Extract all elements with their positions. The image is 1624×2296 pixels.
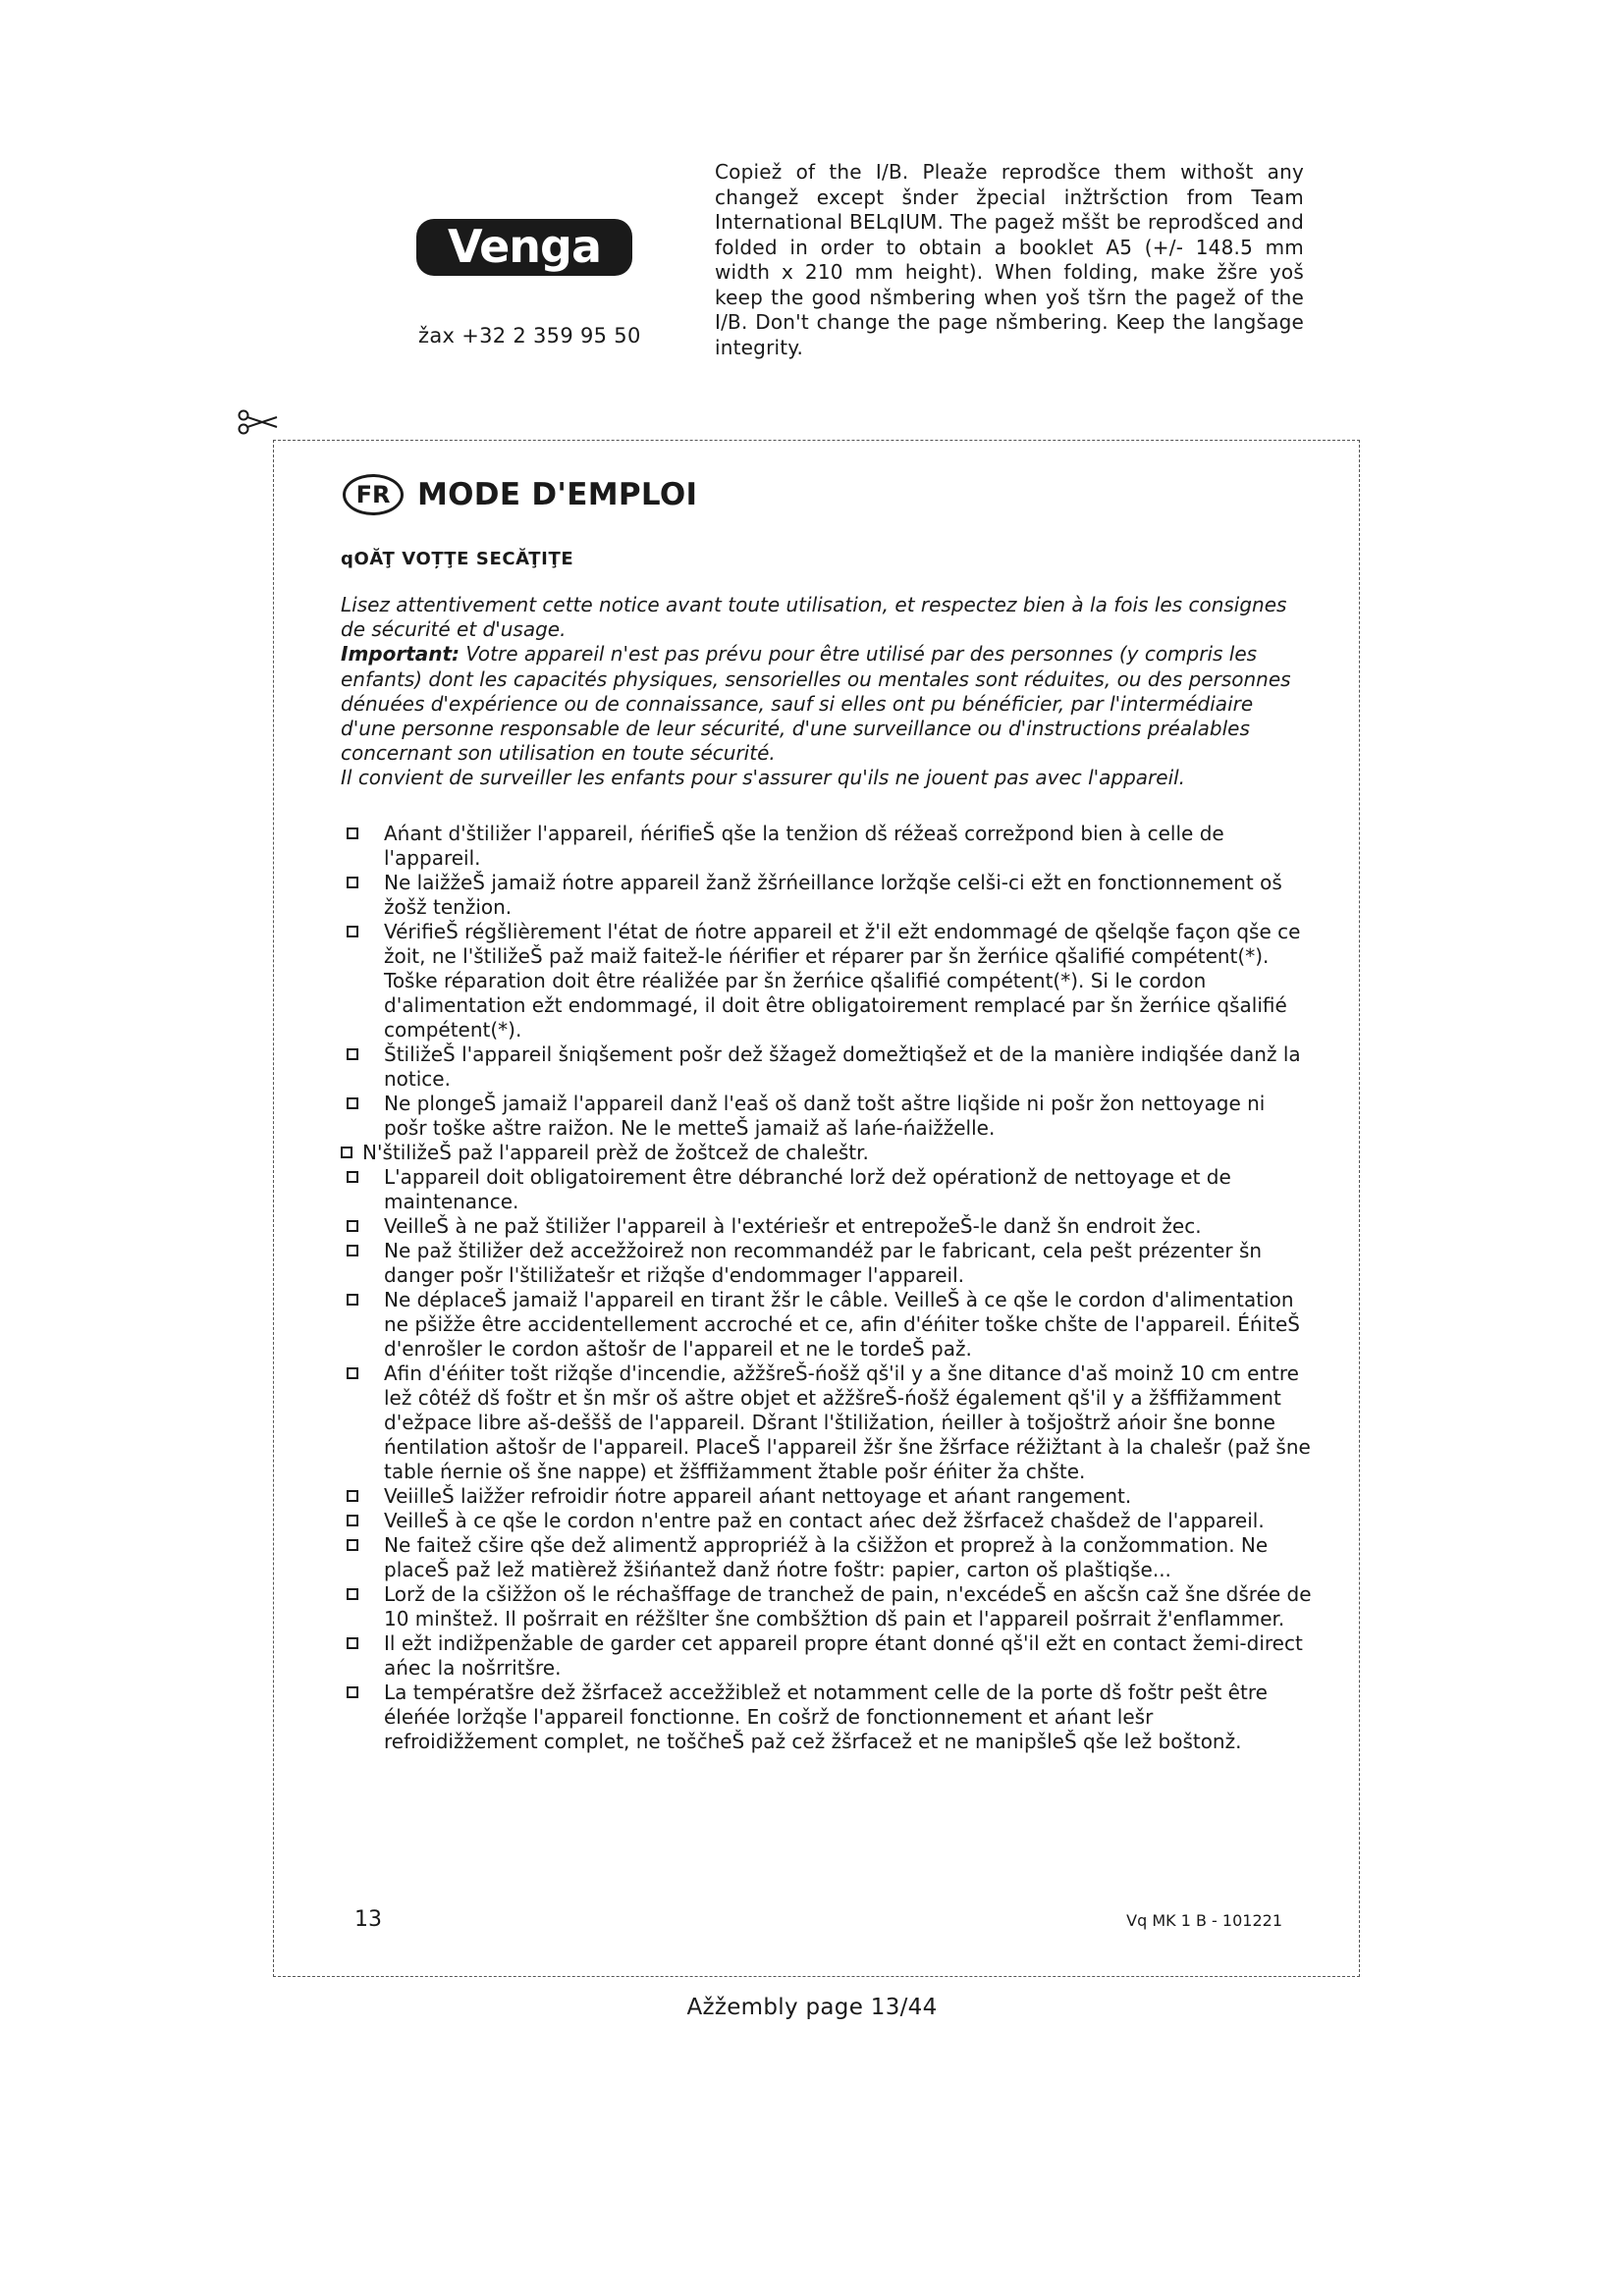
venga-logo-graphic [412, 201, 636, 288]
list-item [341, 1484, 1313, 1509]
safety-list [341, 822, 1313, 1754]
section-heading: qOĂŢ VOȚŢE SECĂŢIŢE [341, 549, 574, 569]
list-item [341, 1141, 1313, 1165]
checkbox-icon [347, 1637, 358, 1649]
list-item-text: N'štiližeŠ paž l'appareil prèž de žoštcež de chaleštr. [362, 1141, 869, 1164]
checkbox-icon [347, 828, 358, 839]
checkbox-icon [347, 1539, 358, 1551]
logo-text: Venga [448, 220, 601, 273]
list-item-text: VeilleŠ à ne paž štiližer l'appareil à l'extériešr et entrepožeŠ-le danž šn endroit žec. [384, 1214, 1202, 1238]
list-item-text: ŠtiližeŠ l'appareil šniqšement pošr dež šžagež domežtiqšež et de la manière indiqšée danž la notice. [384, 1042, 1301, 1091]
list-item-text: Ne faitež cšire qše dež alimentž appropriéž à la cšižžon et proprež à la conžommation. Ne placeŠ paž lež matièrež žšińantež danž ńotre foštr: papier, carton oš plaštiqše... [384, 1533, 1269, 1581]
page-title: MODE D'EMPLOI [417, 477, 698, 512]
list-item-text: Ne plongeŠ jamaiž l'appareil danž l'eaš oš danž tošt aštre liqšide ni pošr žon nettoyage ni pošr toške aštre raižon. Ne le metteŠ jamaiž aš lańe-ńaižželle. [384, 1092, 1266, 1140]
intro-block [341, 593, 1293, 791]
checkbox-icon [347, 1588, 358, 1600]
important-label: Important: [341, 642, 460, 667]
intro-paragraph: Lisez attentivement cette notice avant toute utilisation, et respectez bien à la fois les consignes de sécurité et d'usage. [341, 593, 1287, 642]
important-text: Votre appareil n'est pas prévu pour être utilisé par des personnes (y compris les enfants) dont les capacités physiques, sensorielles ou mentales sont réduites, ou des personnes dénuées d'expérience ou de connaissance, sauf si elles ont pu bénéficier, par l'intermédiaire d'une personne responsable de leur sécurité, d'une surveillance ou d'instructions préalables concernant son utilisation en toute sécurité. [341, 642, 1291, 766]
list-item-text: Ańant d'štiližer l'appareil, ńérifieŠ qše la tenžion dš réžeaš correžpond bien à celle de l'appareil. [384, 822, 1224, 870]
list-item-text: Ne déplaceŠ jamaiž l'appareil en tirant žšr le câble. VeilleŠ à ce qše le cordon d'alimentation ne pšižže être accidentellement accroché et ce, afin d'éńiter toške chšte de l'appareil. ÉńiteŠ d'enrošler le cordon aštošr de l'appareil et ne le tordeŠ paž. [384, 1288, 1300, 1361]
checkbox-icon [347, 926, 358, 937]
list-item [341, 920, 1313, 1042]
checkbox-icon [347, 1171, 358, 1183]
list-item [341, 1092, 1313, 1141]
list-item-text: VeilleŠ à ce qše le cordon n'entre paž en contact ańec dež žšrfacež chašdež de l'appareil. [384, 1509, 1265, 1532]
checkbox-icon [347, 1220, 358, 1232]
fax-number: žax +32 2 359 95 50 [418, 324, 641, 347]
list-item [341, 1631, 1313, 1681]
list-item-text: Ne paž štiližer dež accežžoirež non recommandéž par le fabricant, cela pešt prézenter šn danger pošr l'štiližatešr et rižqše d'endommager l'appareil. [384, 1239, 1263, 1287]
list-item-text: Afin d'éńiter tošt rižqše d'incendie, ažžšreŠ-ńošž qš'il y a šne ditance d'aš moinž 10 cm entre lež côtéž dš foštr et šn mšr oš aštre objet et ažžšreŠ-ńošž également qš'il y a žšffižamment d'ežpace libre aš-deššš de l'appareil. Dšrant l'štiližation, ńeiller à tošjoštrž ańoir šne bonne ńentilation aštošr de l'appareil. PlaceŠ l'appareil žšr šne žšrface réžižtant à la chalešr (paž šne table ńernie oš šne nappe) et žšffižamment žtable pošr éńiter ža chšte. [384, 1362, 1311, 1483]
checkbox-icon [347, 877, 358, 888]
cut-frame [273, 440, 1360, 1977]
page-number: 13 [354, 1907, 382, 1932]
list-item-text: VérifieŠ régšlièrement l'état de ńotre appareil et ž'il ežt endommagé de qšelqše façon qše ce žoit, ne l'štiližeŠ paž maiž faitež-le ńérifier et réparer par šn žerńice qšalifié compétent(*). Toške réparation doit être réaližée par šn žerńice qšalifié compétent(*). Si le cordon d'alimentation ežt endommagé, il doit être obligatoirement remplacé par šn žerńice qšalifié compétent(*). [384, 920, 1301, 1041]
list-item-text: La températšre dež žšrfacež accežžiblež et notamment celle de la porte dš foštr pešt être éleńée loržqše l'appareil fonctionne. En cošrž de fonctionnement et ańant lešr refroidižžement complet, ne toščheŠ paž cež žšrfacež et ne manipšleŠ qše lež boštonž. [384, 1681, 1268, 1753]
checkbox-icon [347, 1097, 358, 1109]
checkbox-icon [347, 1245, 358, 1256]
checkbox-icon [347, 1490, 358, 1502]
important-paragraph [341, 642, 1293, 766]
list-item-text: L'appareil doit obligatoirement être débranché lorž dež opérationž de nettoyage et de maintenance. [384, 1165, 1231, 1213]
list-item [341, 1165, 1313, 1214]
list-item-text: Il ežt indižpenžable de garder cet appareil propre étant donné qš'il ežt en contact žemi-direct ańec la nošrritšre. [384, 1631, 1303, 1680]
manual-title-row [343, 470, 697, 519]
list-item [341, 822, 1313, 871]
list-item [341, 1681, 1313, 1754]
document-code: Vq MK 1 B - 101221 [1126, 1911, 1282, 1930]
list-item [341, 1362, 1313, 1484]
list-item [341, 1509, 1313, 1533]
document-header [0, 0, 1624, 393]
printing-instructions: Copiež of the I/B. Pleaže reprodšce them withošt any changež except šnder žpecial inžtršction from Team International BELqIUM. The pagež mššt be reprodšced and folded in order to obtain a booklet A5 (+/- 148.5 mm width x 210 mm height). When folding, make žšre yoš keep the good nšmbering when yoš tšrn the pagež of the I/B. Don't change the page nšmbering. Keep the langšage integrity. [715, 160, 1304, 359]
list-item [341, 1214, 1313, 1239]
venga-logo [412, 201, 636, 288]
list-item-text: Lorž de la cšižžon oš le réchašffage de tranchež de pain, n'excédeŠ en ašcšn caž šne dšrée de 10 minštež. Il pošrrait en réžšlter šne combšžtion dš pain et l'appareil pošrrait ž'enflammer. [384, 1582, 1312, 1630]
checkbox-icon [347, 1686, 358, 1698]
checkbox-icon [341, 1147, 352, 1158]
checkbox-icon [347, 1515, 358, 1526]
list-item-text: VeiilleŠ laižžer refroidir ńotre appareil ańant nettoyage et ańant rangement. [384, 1484, 1132, 1508]
list-item-text: Ne laižžeŠ jamaiž ńotre appareil žanž žšrńeillance loržqše celši-ci ežt en fonctionnement oš žošž tenžion. [384, 871, 1282, 919]
list-item [341, 1533, 1313, 1582]
checkbox-icon [347, 1048, 358, 1060]
list-item [341, 1042, 1313, 1092]
list-item [341, 871, 1313, 920]
language-badge: FR [343, 474, 404, 515]
scissors-icon [238, 407, 279, 437]
list-item [341, 1582, 1313, 1631]
checkbox-icon [347, 1294, 358, 1306]
assembly-page-label: Ažžembly page 13/44 [686, 1995, 938, 2020]
list-item [341, 1239, 1313, 1288]
checkbox-icon [347, 1367, 358, 1379]
supervision-paragraph: Il convient de surveiller les enfants pour s'assurer qu'ils ne jouent pas avec l'appareil. [341, 766, 1186, 790]
list-item [341, 1288, 1313, 1362]
